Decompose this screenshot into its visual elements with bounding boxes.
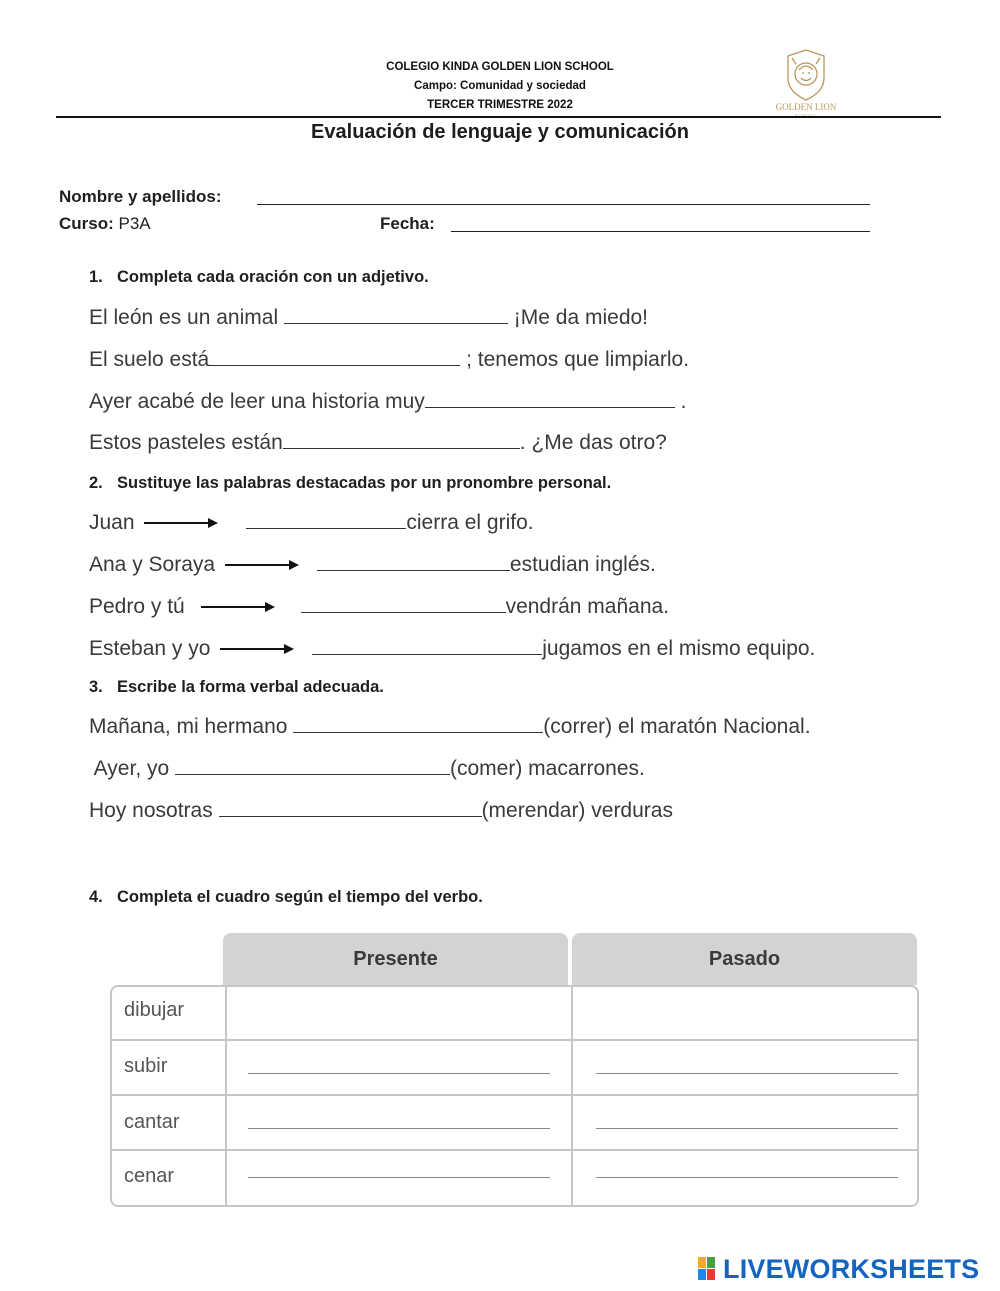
- liveworksheets-logo: [698, 1254, 979, 1284]
- page-title: Evaluación de lenguaje y comunicación: [311, 121, 689, 143]
- course-value: P3A: [118, 214, 151, 233]
- name-label: Nombre y apellidos:: [59, 187, 222, 206]
- date-label: Fecha:: [380, 214, 435, 233]
- answer-line-presente-3[interactable]: [248, 1128, 550, 1129]
- liveworksheets-icon: [698, 1257, 720, 1281]
- trimestre-label: TERCER TRIMESTRE 2022: [427, 99, 573, 111]
- arrow-icon: [225, 560, 299, 570]
- q2-line-1: Juan cierra el grifo.: [89, 511, 534, 534]
- campo-label: Campo: Comunidad y sociedad: [414, 80, 586, 92]
- verb-label: cenar: [124, 1165, 175, 1187]
- q3-answer-3[interactable]: [219, 800, 482, 817]
- svg-text:GOLDEN LION: GOLDEN LION: [775, 102, 837, 112]
- q2-answer-2[interactable]: [317, 554, 510, 571]
- table-row: [112, 1039, 917, 1095]
- q2-answer-4[interactable]: [312, 638, 542, 655]
- q2-answer-3[interactable]: [301, 596, 506, 613]
- q1-line-1: El león es un animal ¡Me da miedo!: [89, 306, 649, 329]
- arrow-icon: [220, 644, 294, 654]
- q2-answer-1[interactable]: [246, 512, 406, 529]
- verb-label: subir: [124, 1055, 168, 1077]
- answer-line-pasado-3[interactable]: [596, 1128, 898, 1129]
- liveworksheets-brand: LIVEWORKSHEETS: [723, 1253, 980, 1284]
- verb-label: cantar: [124, 1111, 180, 1133]
- date-field[interactable]: [451, 231, 870, 232]
- q3-line-2: Ayer, yo (comer) macarrones.: [89, 757, 645, 780]
- q3-answer-1[interactable]: [293, 716, 543, 733]
- question-2-heading: 2. Sustituye las palabras destacadas por un pronombre personal.: [89, 474, 612, 492]
- course-row: [59, 214, 151, 234]
- q1-answer-1[interactable]: [284, 307, 508, 324]
- q2-line-4: Esteban y yo jugamos en el mismo equipo.: [89, 637, 816, 660]
- q1-answer-2[interactable]: [209, 349, 460, 366]
- table-row: [112, 1094, 917, 1150]
- q1-answer-3[interactable]: [425, 391, 675, 408]
- answer-cell-pasado-1[interactable]: [573, 987, 917, 1039]
- name-field[interactable]: [257, 204, 870, 205]
- q3-line-1: Mañana, mi hermano (correr) el maratón Nacional.: [89, 715, 811, 738]
- school-logo: [770, 48, 842, 118]
- answer-cell-presente-1[interactable]: [227, 987, 571, 1039]
- question-4-heading: 4. Completa el cuadro según el tiempo del verbo.: [89, 888, 483, 906]
- column-header-pasado: Pasado: [572, 933, 917, 985]
- table-row: [112, 1149, 917, 1205]
- arrow-icon: [144, 518, 218, 528]
- course-label: Curso:: [59, 214, 114, 233]
- q2-line-2: Ana y Soraya estudian inglés.: [89, 553, 656, 576]
- q1-line-3: Ayer acabé de leer una historia muy .: [89, 390, 687, 413]
- q1-line-2: El suelo está ; tenemos que limpiarlo.: [89, 348, 690, 371]
- answer-line-presente-4[interactable]: [248, 1177, 550, 1178]
- q3-answer-2[interactable]: [175, 758, 450, 775]
- q1-line-4: Estos pasteles están . ¿Me das otro?: [89, 431, 667, 454]
- column-header-presente: Presente: [223, 933, 568, 985]
- arrow-icon: [201, 602, 275, 612]
- q2-line-3: Pedro y tú vendrán mañana.: [89, 595, 670, 618]
- answer-line-presente-2[interactable]: [248, 1073, 550, 1074]
- verb-table: [110, 985, 919, 1207]
- header-rule: [56, 116, 941, 118]
- q3-line-3: Hoy nosotras (merendar) verduras: [89, 799, 673, 822]
- answer-line-pasado-2[interactable]: [596, 1073, 898, 1074]
- question-3-heading: 3. Escribe la forma verbal adecuada.: [89, 678, 384, 696]
- q1-answer-4[interactable]: [283, 432, 520, 449]
- answer-line-pasado-4[interactable]: [596, 1177, 898, 1178]
- verb-label: dibujar: [124, 999, 185, 1021]
- school-name: COLEGIO KINDA GOLDEN LION SCHOOL: [386, 61, 614, 73]
- question-1-heading: 1. Completa cada oración con un adjetivo.: [89, 268, 429, 286]
